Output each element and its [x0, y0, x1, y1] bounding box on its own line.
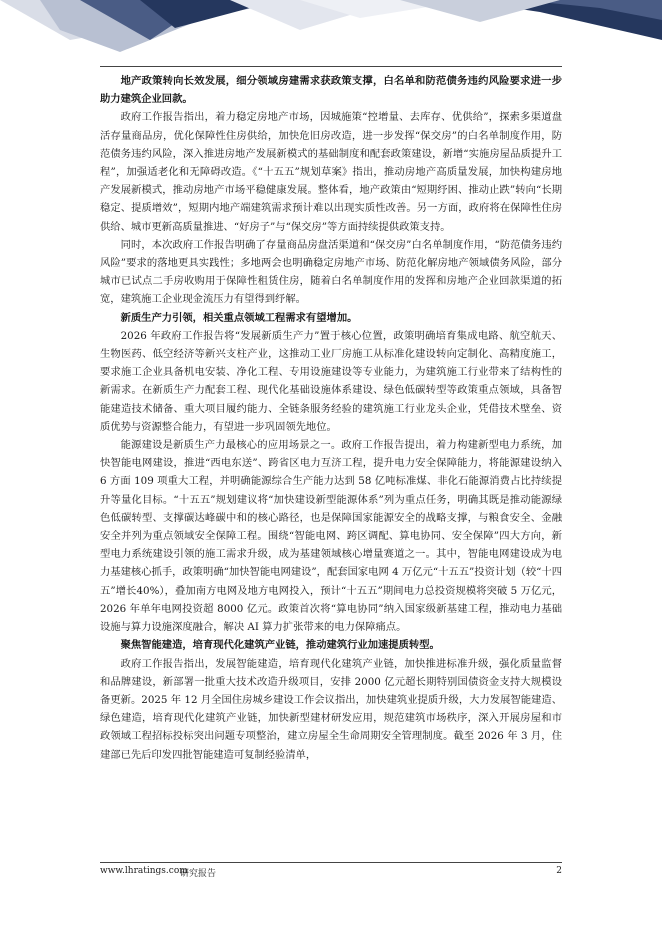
section-heading-new-productivity: 新质生产力引领，相关重点领域工程需求有望增加。 [120, 311, 358, 324]
header-decoration [0, 0, 662, 60]
section-heading-smart-construction: 聚焦智能建造，培育现代化建筑产业链，推动建筑行业加速提质转型。 [120, 639, 440, 652]
footer-rule [100, 862, 562, 863]
paragraph-energy-construction: 能源建设是新质生产力最核心的应用场景之一。政府工作报告提出，着力构建新型电力系统，加快智能电网建设，推进“西电东送”、跨省区电力互济工程，提升电力安全保障能力，将能源建设纳入 6 方面 109 项重大工程，并明确能源综合生产能力达到 58 亿吨标准煤、非化石能源消费占比持续提升等量化目标。“十五五”规划建议将“加快建设新型能源体系”列为重点任务，明确其既是推动能源绿色低碳转型、支撑碳达峰碳中和的核心路径，也是保障国家能源安全的战略支撑，与粮食安全、金融安全并列为重点领域安全保障工程。围绕“智能电网、跨区调配、算电协同、安全保障”四大方向，新型电力系统建设引领的施工需求升级，成为基建领域核心增量赛道之一。其中，智能电网建设成为电力基建核心抓手，政策明确“加快智能电网建设”，配套国家电网 4 万亿元“十五五”投资计划（较“十四五”增长40%），叠加南方电网及地方电网投入，预计“十五五”期间电力总投资规模将突破 5 万亿元，2026 年单年电网投资超 8000 亿元。政策首次将“算电协同”纳入国家级新基建工程，推动电力基础设施与算力设施深度融合，解决 AI 算力扩张带来的电力保障痛点。 [100, 439, 562, 634]
paragraph-smart-construction: 政府工作报告指出，发展智能建造，培育现代化建筑产业链，加快推进标准升级，强化质量监督和品牌建设，新部署一批重大技术改造升级项目，安排 2000 亿元超长期特别国债资金支持大规模设备更新。2025 年 12 月全国住房城乡建设工作会议指出，加快建筑业提质升级，大力发展智能建造、绿色建造，培育现代化建筑产业链，加快新型建材研发应用，规范建筑市场秩序，深入开展房屋和市政领域工程招标投标突出问题专项整治，建立房屋全生命周期安全管理制度。截至 2026 年 3 月，住建部已先后印发四批智能建造可复制经验清单， [100, 657, 562, 761]
section-heading-real-estate: 地产政策转向长效发展，细分领域房建需求获政策支撑，白名单和防范债务违约风险要求进一步助力建筑企业回款。 [100, 75, 562, 106]
report-body [100, 72, 562, 764]
footer-website-link[interactable]: www.lhratings.com [100, 866, 188, 876]
paragraph-whitelist: 同时，本次政府工作报告明确了存量商品房盘活渠道和“保交房”白名单制度作用，“防范债务违约风险”要求的落地更具实践性；多地两会也明确稳定房地产市场、防范化解房地产领域债务风险，部分城市已试点二手房收购用于保障性租赁住房，随着白名单制度作用的发挥和房地产企业回款渠道的拓宽，建筑施工企业现金流压力有望得到纾解。 [100, 238, 562, 306]
paragraph-real-estate-policy: 政府工作报告指出，着力稳定房地产市场，因城施策“控增量、去库存、优供给”，探索多渠道盘活存量商品房，优化保障性住房供给，加快危旧房改造，进一步发挥“保交房”的白名单制度作用，防范债务违约风险，深入推进房地产发展新模式的基础制度和配套政策建设，新增“实施房屋品质提升工程”，加强适老化和无障碍改造。《“十五五”规划草案》指出，推动房地产高质量发展，加快构建房地产发展新模式，推动房地产市场平稳健康发展。整体看，地产政策由“短期纾困、推动止跌”转向“长期稳定、提质增效”，短期内地产端建筑需求预计难以出现实质性改善。另一方面，政府将在保障性住房供给、城市更新高质量推进、“好房子”与“保交房”等方面持续提供政策支持。 [100, 111, 562, 233]
header-rule [100, 66, 562, 67]
page-number: 2 [556, 866, 562, 876]
footer-label: 研究报告 [180, 869, 217, 879]
paragraph-new-productivity: 2026 年政府工作报告将“发展新质生产力”置于核心位置，政策明确培育集成电路、航空航天、生物医药、低空经济等新兴支柱产业，这推动工业厂房施工从标准化建设转向定制化、高精度施工，要求施工企业具备机电安装、净化工程、专用设施建设等专业能力，为建筑施工行业带来了结构性的新需求。在新质生产力配套工程、现代化基础设施体系建设、绿色低碳转型等政策重点领域，具备智能建造技术储备、重大项目履约能力、全链条服务经验的建筑施工行业龙头企业，凭借技术壁垒、资质优势与资源整合能力，有望进一步巩固领先地位。 [100, 329, 562, 433]
